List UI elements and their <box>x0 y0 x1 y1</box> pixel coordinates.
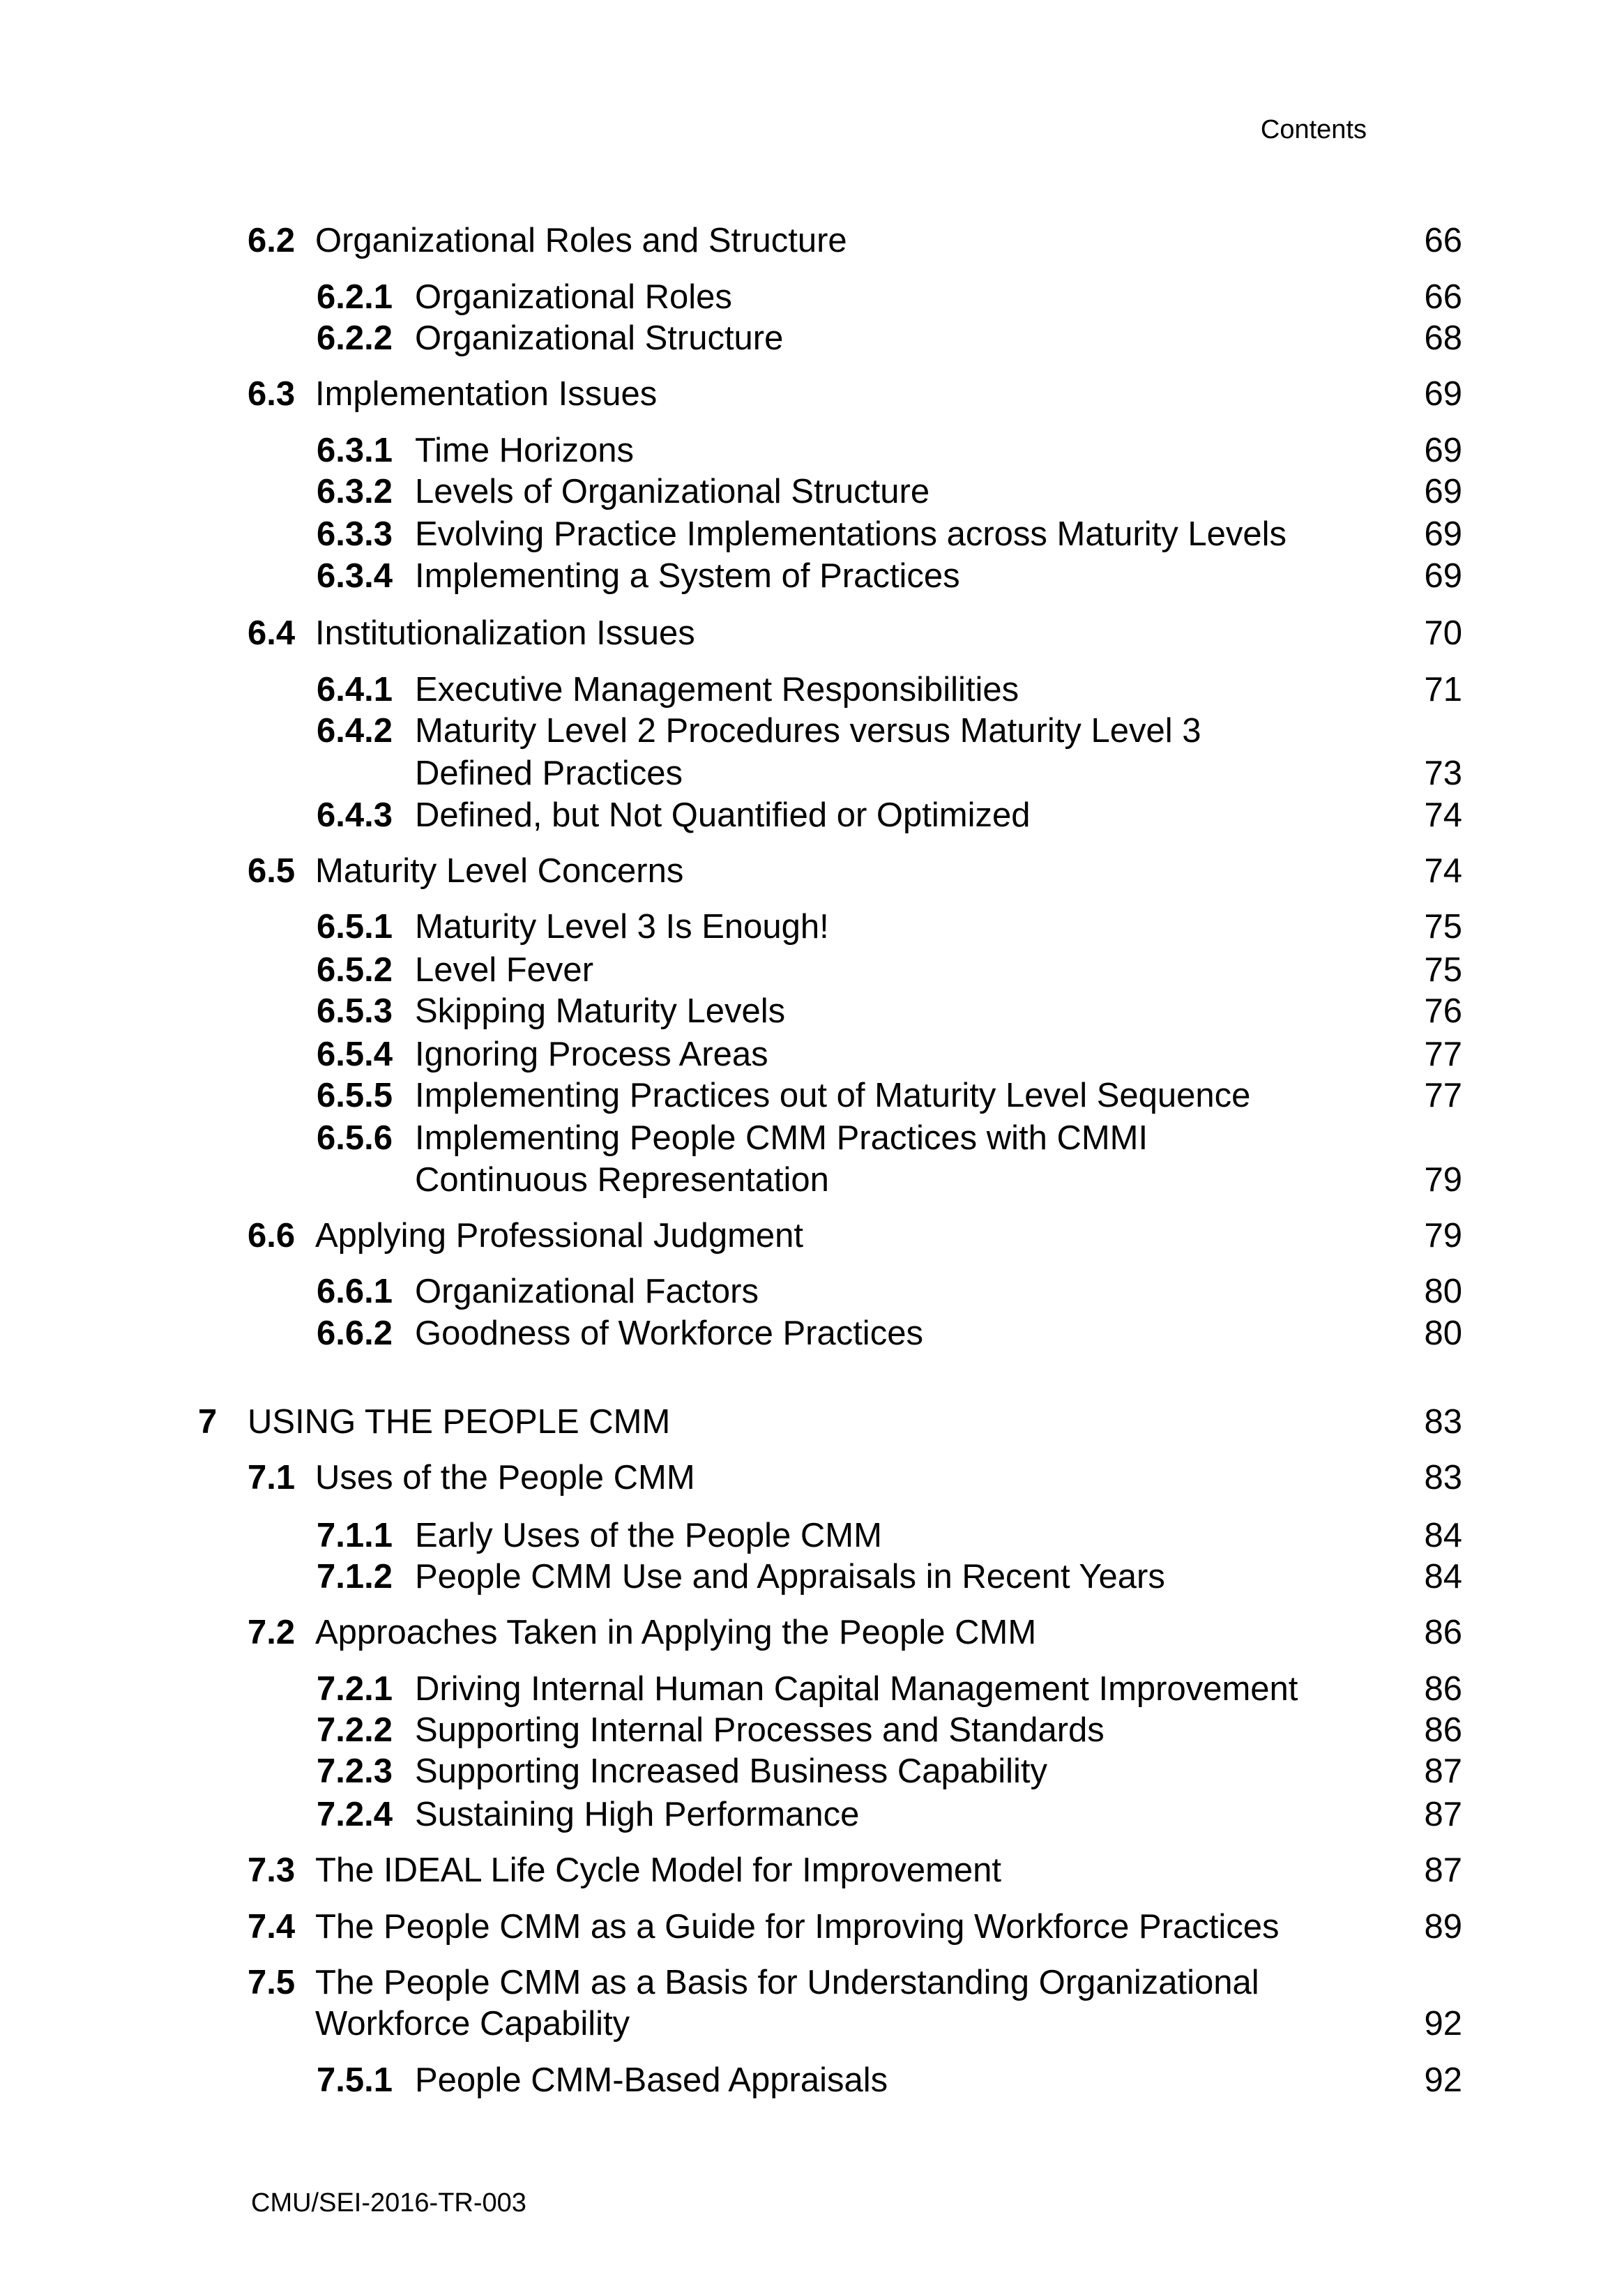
toc-entry-7-1[interactable] <box>0 1457 1624 1499</box>
toc-entry-6-4-1[interactable] <box>0 669 1624 711</box>
toc-title[interactable]: The IDEAL Life Cycle Model for Improvement <box>315 1851 1002 1889</box>
toc-number: 6.4 <box>248 614 296 652</box>
toc-number: 7.2 <box>248 1614 296 1651</box>
toc-entry-continuation[interactable] <box>0 2003 1624 2045</box>
toc-page-number: 66 <box>1424 222 1462 259</box>
toc-number: 7.3 <box>248 1851 296 1889</box>
toc-number: 6.2.1 <box>317 278 393 316</box>
toc-page-number: 75 <box>1424 908 1462 946</box>
toc-number: 6.4.2 <box>317 712 393 750</box>
toc-entry-6-6-1[interactable] <box>0 1271 1624 1312</box>
toc-page-number: 73 <box>1424 755 1462 792</box>
toc-entry-6-2-2[interactable] <box>0 317 1624 359</box>
toc-title[interactable]: Supporting Increased Business Capability <box>415 1752 1048 1790</box>
toc-title[interactable]: Maturity Level Concerns <box>315 852 684 890</box>
toc-page-number: 79 <box>1424 1161 1462 1199</box>
toc-entry-6-6[interactable] <box>0 1215 1624 1257</box>
toc-number: 6.5 <box>248 852 296 890</box>
toc-entry-7-2-4[interactable] <box>0 1794 1624 1835</box>
toc-title[interactable]: Sustaining High Performance <box>415 1796 860 1833</box>
toc-title[interactable]: Evolving Practice Implementations across Maturity Levels <box>415 515 1287 553</box>
toc-title[interactable]: Implementing People CMM Practices with CMMI <box>415 1119 1148 1157</box>
toc-entry-7-3[interactable] <box>0 1849 1624 1891</box>
toc-number: 6.3.2 <box>317 473 393 510</box>
toc-page-number: 76 <box>1424 992 1462 1030</box>
toc-title[interactable]: Defined, but Not Quantified or Optimized <box>415 796 1031 834</box>
toc-page-number: 80 <box>1424 1315 1462 1352</box>
toc-title[interactable]: Driving Internal Human Capital Management Improvement <box>415 1670 1298 1708</box>
running-header: Contents <box>1260 115 1367 144</box>
toc-entry-7-5[interactable] <box>0 1962 1624 2003</box>
toc-title[interactable]: Goodness of Workforce Practices <box>415 1315 923 1352</box>
toc-entry-6-5-4[interactable] <box>0 1033 1624 1075</box>
toc-title[interactable]: Level Fever <box>415 951 594 989</box>
toc-entry-6-3-2[interactable] <box>0 471 1624 513</box>
toc-entry-6-3[interactable] <box>0 373 1624 415</box>
toc-number: 6.2.2 <box>317 319 393 357</box>
toc-title[interactable]: Time Horizons <box>415 432 635 469</box>
toc-title[interactable]: Organizational Structure <box>415 319 784 357</box>
toc-entry-6-3-1[interactable] <box>0 430 1624 471</box>
toc-number: 7.2.2 <box>317 1711 393 1749</box>
toc-number: 6.3.3 <box>317 515 393 553</box>
toc-number: 7.2.4 <box>317 1796 393 1833</box>
toc-title[interactable]: Supporting Internal Processes and Standards <box>415 1711 1105 1749</box>
toc-page-number: 77 <box>1424 1077 1462 1114</box>
toc-entry-6-2[interactable] <box>0 220 1624 262</box>
toc-title[interactable]: Approaches Taken in Applying the People CMM <box>315 1614 1037 1651</box>
toc-title[interactable]: Organizational Roles <box>415 278 732 316</box>
toc-title[interactable]: Applying Professional Judgment <box>315 1217 804 1255</box>
toc-title[interactable]: Skipping Maturity Levels <box>415 992 786 1030</box>
toc-page-number: 75 <box>1424 951 1462 989</box>
toc-entry-continuation[interactable] <box>0 752 1624 794</box>
toc-page-number: 77 <box>1424 1036 1462 1073</box>
toc-title[interactable]: Executive Management Responsibilities <box>415 671 1019 709</box>
toc-number: 6.5.3 <box>317 992 393 1030</box>
toc-title[interactable]: Implementing Practices out of Maturity Level Sequence <box>415 1077 1251 1114</box>
toc-number: 7.5 <box>248 1964 296 2001</box>
toc-entry-6-2-1[interactable] <box>0 276 1624 318</box>
toc-entry-6-5[interactable] <box>0 850 1624 892</box>
toc-page-number: 69 <box>1424 515 1462 553</box>
toc-page-number: 87 <box>1424 1851 1462 1889</box>
toc-title[interactable]: USING THE PEOPLE CMM <box>248 1403 671 1441</box>
toc-page-number: 92 <box>1424 2005 1462 2043</box>
report-id-footer: CMU/SEI-2016-TR-003 <box>251 2188 526 2218</box>
toc-page-number: 87 <box>1424 1752 1462 1790</box>
toc-title[interactable]: Levels of Organizational Structure <box>415 473 930 510</box>
toc-page-number: 69 <box>1424 432 1462 469</box>
toc-number: 6.3.4 <box>317 557 393 595</box>
toc-number: 7.1.2 <box>317 1558 393 1596</box>
toc-number: 6.5.2 <box>317 951 393 989</box>
toc-entry-6-5-1[interactable] <box>0 906 1624 948</box>
toc-entry-7-1-2[interactable] <box>0 1556 1624 1598</box>
toc-entry-6-5-2[interactable] <box>0 949 1624 991</box>
toc-page-number: 83 <box>1424 1459 1462 1497</box>
toc-entry-6-4-3[interactable] <box>0 794 1624 836</box>
toc-page-number: 74 <box>1424 852 1462 890</box>
toc-number: 7.1.1 <box>317 1517 393 1554</box>
toc-title[interactable]: Implementing a System of Practices <box>415 557 960 595</box>
toc-entry-7-4[interactable] <box>0 1906 1624 1948</box>
toc-number: 6.2 <box>248 222 296 259</box>
toc-title[interactable]: Workforce Capability <box>315 2005 630 2043</box>
toc-title[interactable]: Institutionalization Issues <box>315 614 695 652</box>
toc-page-number: 84 <box>1424 1517 1462 1554</box>
toc-title[interactable]: People CMM Use and Appraisals in Recent Years <box>415 1558 1165 1596</box>
toc-entry-6-6-2[interactable] <box>0 1312 1624 1354</box>
toc-title[interactable]: Maturity Level 3 Is Enough! <box>415 908 829 946</box>
toc-number: 6.5.1 <box>317 908 393 946</box>
toc-number: 7.4 <box>248 1908 296 1946</box>
toc-title[interactable]: Maturity Level 2 Procedures versus Maturity Level 3 <box>415 712 1201 750</box>
toc-entry-6-3-3[interactable] <box>0 513 1624 555</box>
toc-title[interactable]: Early Uses of the People CMM <box>415 1517 882 1554</box>
toc-page-number: 87 <box>1424 1796 1462 1833</box>
toc-title[interactable]: The People CMM as a Guide for Improving Workforce Practices <box>315 1908 1280 1946</box>
toc-entry-6-5-6[interactable] <box>0 1117 1624 1159</box>
toc-page-number: 74 <box>1424 796 1462 834</box>
toc-page-number: 68 <box>1424 319 1462 357</box>
toc-number: 7 <box>198 1403 218 1441</box>
toc-entry-6-4[interactable] <box>0 612 1624 654</box>
toc-number: 6.5.4 <box>317 1036 393 1073</box>
toc-page-number: 69 <box>1424 473 1462 510</box>
toc-title[interactable]: Uses of the People CMM <box>315 1459 695 1497</box>
toc-entry-6-4-2[interactable] <box>0 710 1624 752</box>
toc-number: 7.1 <box>248 1459 296 1497</box>
toc-page-number: 89 <box>1424 1908 1462 1946</box>
toc-number: 6.6 <box>248 1217 296 1255</box>
toc-page-number: 66 <box>1424 278 1462 316</box>
toc-page-number: 83 <box>1424 1403 1462 1441</box>
toc-title[interactable]: Organizational Roles and Structure <box>315 222 847 259</box>
toc-entry-7-2[interactable] <box>0 1612 1624 1653</box>
toc-page-number: 84 <box>1424 1558 1462 1596</box>
toc-entry-7-1-1[interactable] <box>0 1515 1624 1556</box>
toc-entry-7[interactable] <box>0 1401 1624 1443</box>
toc-number: 6.5.6 <box>317 1119 393 1157</box>
toc-page-number: 92 <box>1424 2061 1462 2099</box>
toc-number: 6.3.1 <box>317 432 393 469</box>
toc-title[interactable]: Ignoring Process Areas <box>415 1036 768 1073</box>
toc-entry-6-3-4[interactable] <box>0 555 1624 597</box>
toc-page-number: 69 <box>1424 557 1462 595</box>
toc-page-number: 86 <box>1424 1614 1462 1651</box>
toc-number: 6.3 <box>248 375 296 413</box>
toc-number: 7.2.3 <box>317 1752 393 1790</box>
toc-entry-6-5-5[interactable] <box>0 1075 1624 1116</box>
toc-entry-6-5-3[interactable] <box>0 990 1624 1032</box>
toc-entry-7-5-1[interactable] <box>0 2059 1624 2101</box>
toc-page-number: 70 <box>1424 614 1462 652</box>
toc-entry-7-2-1[interactable] <box>0 1668 1624 1710</box>
toc-title[interactable]: Continuous Representation <box>415 1161 829 1199</box>
toc-number: 6.6.2 <box>317 1315 393 1352</box>
toc-entry-7-2-3[interactable] <box>0 1750 1624 1792</box>
toc-entry-continuation[interactable] <box>0 1159 1624 1201</box>
toc-number: 7.2.1 <box>317 1670 393 1708</box>
toc-number: 7.5.1 <box>317 2061 393 2099</box>
toc-page-number: 69 <box>1424 375 1462 413</box>
toc-number: 6.6.1 <box>317 1273 393 1310</box>
toc-number: 6.4.3 <box>317 796 393 834</box>
toc-title[interactable]: Organizational Factors <box>415 1273 759 1310</box>
toc-title[interactable]: People CMM-Based Appraisals <box>415 2061 888 2099</box>
toc-title[interactable]: The People CMM as a Basis for Understanding Organizational <box>315 1964 1259 2001</box>
toc-page-number: 71 <box>1424 671 1462 709</box>
toc-page-number: 80 <box>1424 1273 1462 1310</box>
toc-title[interactable]: Implementation Issues <box>315 375 658 413</box>
toc-entry-7-2-2[interactable] <box>0 1709 1624 1751</box>
toc-page-number: 86 <box>1424 1670 1462 1708</box>
toc-title[interactable]: Defined Practices <box>415 755 683 792</box>
toc-number: 6.5.5 <box>317 1077 393 1114</box>
toc-page-number: 79 <box>1424 1217 1462 1255</box>
toc-page-number: 86 <box>1424 1711 1462 1749</box>
toc-number: 6.4.1 <box>317 671 393 709</box>
